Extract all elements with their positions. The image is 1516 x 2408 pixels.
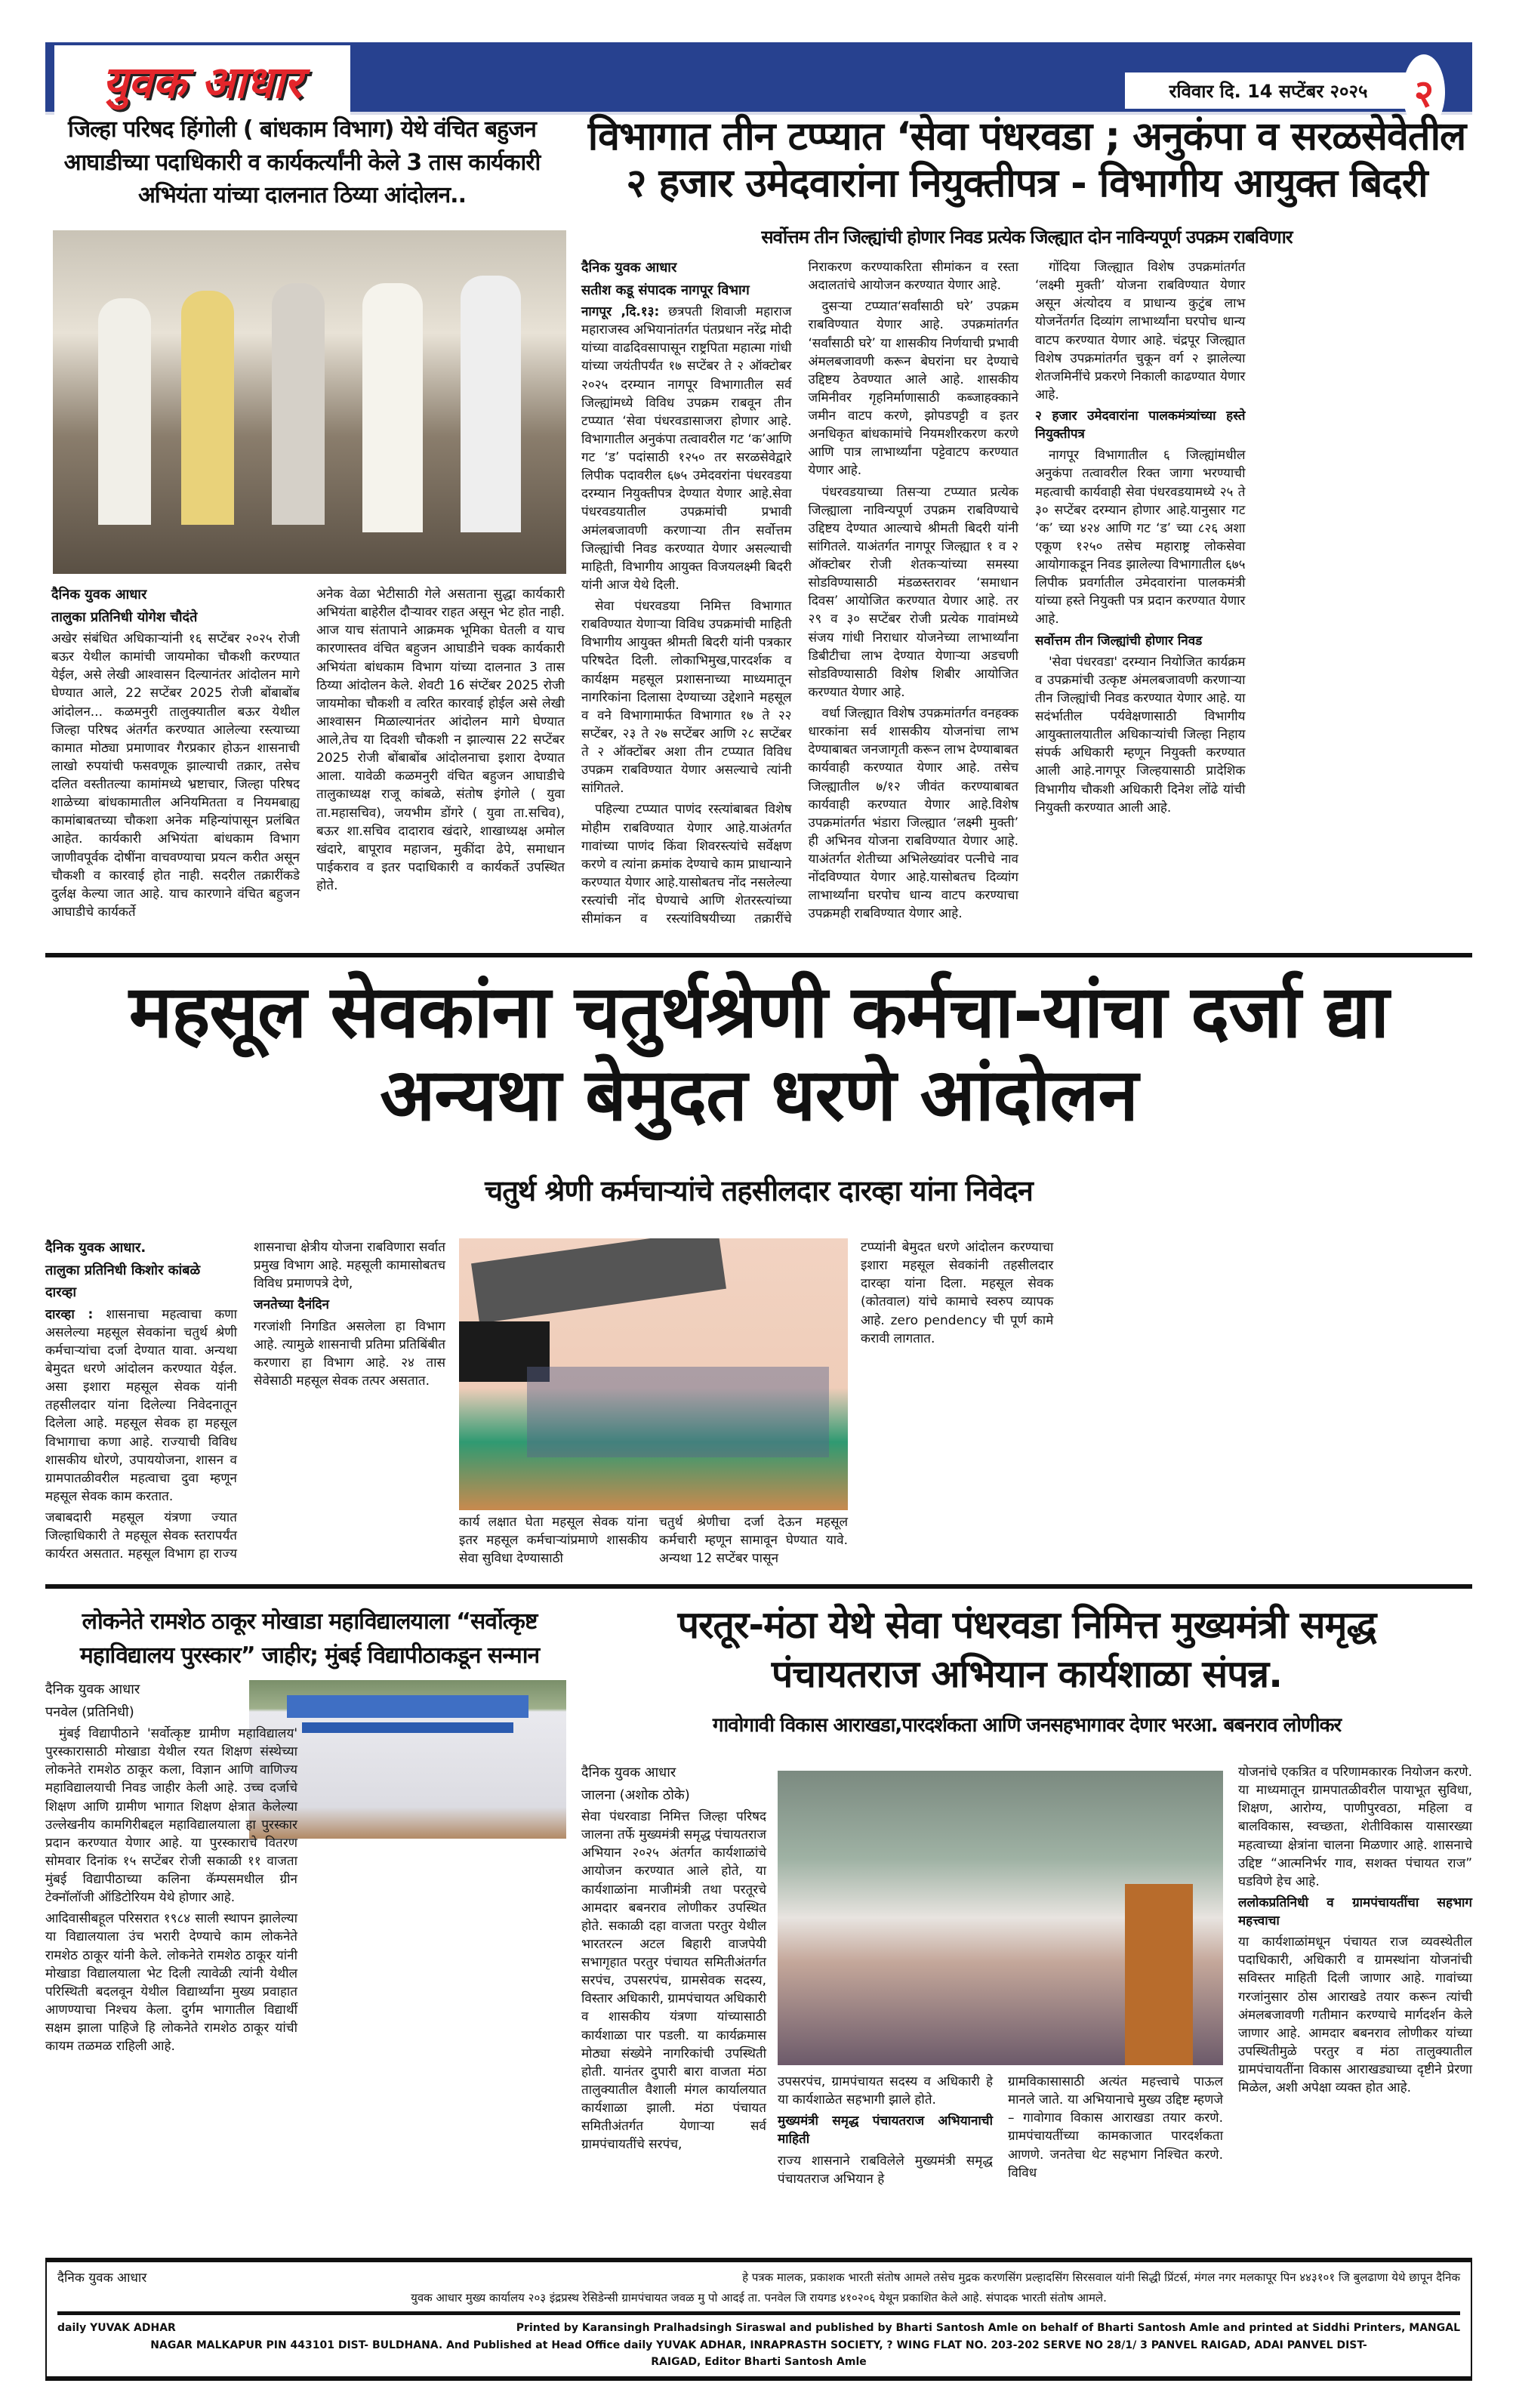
story5-headline: परतूर-मंठा येथे सेवा पंधरवडा निमित्त मुख्यमंत्री समृद्ध पंचायतराज अभियान कार्यशाळा संपन्न. (677, 1603, 1376, 1696)
imprint-footer: दैनिक युवक आधार हे पत्रक मालक, प्रकाशक भारती संतोष आमले तसेच मुद्रक करणसिंग प्रल्हादसिंग सिरसवाल यांनी सिद्धी प्रिंटर्स, मंगल नगर मलकापूर पिन ४४३१०१ जि बुलढाणा येथे छापून दैनिक युवक आधार मुख्य कार्यालय २०३ इंद्रप्रस्थ रेसिडेन्सी ग्रामपंचायत जवळ मु पो आदई ता. पनवेल जि रायगड ४१०२०६ येथून प्रकाशित केले आहे. संपादक भारती संतोष आमले. daily YUVAK ADHAR Printed by Karansingh Pralhadsingh Siraswal and published by Bharti Santosh Amle on behalf of Bharti Santosh Amle and printed at Siddhi Printers, MANGAL NAGAR MALKAPUR PIN 443101 DIST- BULDHANA. And Published at Head Office daily YUVAK ADHAR, INRAPRASTH SOCIETY, ? WING FLAT NO. 203-202 SERVE NO 28/1/ 3 PANVEL RAIGAD, ADAI PANVEL DIST- RAIGAD, Editor Bharti Santosh Amle (45, 2258, 1472, 2381)
page-number: २ (1403, 54, 1445, 130)
story4-headline: लोकनेते रामशेठ ठाकूर मोखाडा महाविद्यालयाला “सर्वोत्कृष्ट महाविद्यालय पुरस्कार” जाहीर; मुंबई विद्यापीठाकडून सन्मान (79, 1608, 540, 1669)
story3-photo (459, 1238, 848, 1510)
story3-caption-2: चतुर्थ श्रेणीचा दर्जा देऊन महसूल कर्मचारी म्हणून सामावून घेण्यात यावे. अन्यथा 12 सप्टेंबर पासून (659, 1515, 848, 1567)
story5-body-right: योजनांचे एकत्रित व परिणामकारक नियोजन करणे. या माध्यमातून ग्रामपातळीवरील पायाभूत सुविधा, शिक्षण, आरोग्य, पाणीपुरवठा, महिला व बालविकास, स्वच्छता, शेतीविकास यासारख्या महत्वाच्या क्षेत्रांना चालना मिळणार आहे. शासनाचे उद्दिष्ट “आत्मनिर्भर गाव, सशक्त पंचायत राज” घडविणे हेच आहे. ललोकप्रतिनिधी व ग्रामपंचायतींचा सहभाग महत्त्वाचा या कार्यशाळांमधून पंचायत राज व्यवस्थेतील पदाधिकारी, अधिकारी व ग्रामस्थांना योजनांची सविस्तर माहिती दिली जाणार आहे. गावांच्या गरजांनुसार ठोस आराखडे तयार करून त्यांची अंमलबजावणी गतीमान करण्याचे मार्गदर्शन केले जाणार आहे. आमदार बबनराव लोणीकर यांच्या उपस्थितीमुळे परतुर व मंठा तालुक्यातील ग्रामपंचायतींना विकास आराखड्याच्या दृष्टीने प्रेरणा मिळेल, अशी अपेक्षा व्यक्त होत आहे. (1238, 1765, 1472, 2096)
issue-date: रविवार दि. 14 सप्टेंबर २०२५ (1125, 72, 1412, 109)
section-divider (45, 953, 1472, 957)
section-divider (45, 1584, 1472, 1589)
story3-body-left: दैनिक युवक आधार. तालुका प्रतिनिधी किशोर कांबळे दारव्हा दारव्हा : शासनाचा महत्वाचा कणा असलेल्या महसूल सेवकांना चतुर्थ श्रेणी कर्मचाऱ्यांचा दर्जा देण्यात यावा. अन्यथा बेमुदत धरणे आंदोलन करण्यात येईल. असा इशारा महसूल सेवक यांनी तहसीलदार यांना दिलेल्या निवेदनातून दिलेला आहे. महसूल सेवक हा महसूल विभागाचा कणा आहे. राज्याची विविध शासकीय धोरणे, उपाययोजना, शासन व ग्रामपातळीवरील महत्वाचा दुवा म्हणून महसूल सेवक काम करतात. जबाबदारी महसूल यंत्रणा ज्यात जिल्हाधिकारी ते महसूल सेवक स्तरापर्यंत कार्यरत असतात. महसूल विभाग हा राज्य शासनाचा क्षेत्रीय योजना राबविणारा सर्वात प्रमुख विभाग आहे. महसूली कामासोबतच विविध प्रमाणपत्रे देणे, जनतेच्या दैनंदिन गरजांशी निगडित असलेला हा विभाग आहे. त्यामुळे शासनाची प्रतिमा प्रतिबिंबीत करणारा हा विभाग आहे. २४ तास सेवेसाठी महसूल सेवक तत्पर असतात. (45, 1240, 445, 1562)
story5-body-left: दैनिक युवक आधार जालना (अशोक ठोके) सेवा पंधरवाडा निमित्त जिल्हा परिषद जालना तर्फे मुख्यमंत्री समृद्ध पंचायतराज अभियान २०२५ अंतर्गत कार्यशाळांचे आयोजन करण्यात आले होते, या कार्यशाळांना माजीमंत्री तथा परतूरचे आमदार बबनराव लोणीकर उपस्थित होते. सकाळी दहा वाजता परतुर येथील भारतरत्न अटल बिहारी वाजपेयी सभागृहात परतुर पंचायत समितीअंतर्गत सरपंच, उपसरपंच, ग्रामसेवक सदस्य, विस्तार अधिकारी, ग्रामपंचायत अधिकारी व शासकीय यंत्रणा यांच्यासाठी कार्यशाळा पार पडली. या कार्यक्रमास मोठ्या संख्येने नागरिकांची उपस्थिती होती. यानंतर दुपारी बारा वाजता मंठा तालुक्यातील वैशाली मंगल कार्यालयात कार्यशाळा झाली. मंठा पंचायत समितीअंतर्गत येणाऱ्या सर्व ग्रामपंचायतींचे सरपंच, (581, 1765, 767, 2153)
story4-body: दैनिक युवक आधार पनवेल (प्रतिनिधी) मुंबई विद्यापीठाने 'सर्वोत्कृष्ट ग्रामीण महाविद्यालय' पुरस्कारासाठी मोखाडा येथील रयत शिक्षण संस्थेच्या लोकनेते रामशेठ ठाकूर कला, विज्ञान आणि वाणिज्य महाविद्यालयाची निवड जाहीर केली आहे. उच्च दर्जाचे शिक्षण आणि ग्रामीण भागात शिक्षण क्षेत्रात केलेल्या उल्लेखनीय कामगिरीबद्दल महाविद्यालयाला हा पुरस्कार प्रदान करण्यात येणार आहे. या पुरस्काराचे वितरण सोमवार दिनांक १५ सप्टेंबर रोजी सकाळी ११ वाजता मुंबई विद्यापीठाच्या कलिना कॅम्पसमधील ग्रीन टेक्नॉलॉजी ऑडिटोरियम येथे होणार आहे. आदिवासीबहूल परिसरात १९८४ साली स्थापन झालेल्या या विद्यालयाला उंच भरारी देण्याचे काम लोकनेते रामशेठ ठाकूर यांनी केले. लोकनेते रामशेठ ठाकूर यांनी मोखाडा विद्यालयाला भेट दिली त्यावेळी त्यांनी येथील परिस्थिती बदलवून येथील विद्यार्थ्यांना मुख्य प्रवाहात आणण्याचा निश्चय केला. दुर्गम भागातील विद्यार्थी सक्षम झाला पाहिजे हि लोकनेते रामशेठ ठाकूर यांची कायम तळमळ राहिली आहे. (45, 1682, 297, 2055)
story3-caption-1: कार्य लक्षात घेता महसूल सेवक यांना इतर महसूल कर्मचाऱ्यांप्रमाणे शासकीय सेवा सुविधा देण्यासाठी (459, 1515, 648, 1567)
story2-headline: विभागात तीन टप्प्यात ‘सेवा पंधरवडा ; अनुकंपा व सरळसेवेतील २ हजार उमेदवारांना नियुक्तीपत्र - विभागीय आयुक्त बिदरी (587, 114, 1466, 207)
story5-subhead: गावोगावी विकास आराखडा,पारदर्शकता आणि जनसहभागावर देणार भरआ. बबनराव लोणीकर (712, 1714, 1342, 1737)
story2-subhead: सर्वोत्तम तीन जिल्ह्यांची होणार निवड प्रत्येक जिल्ह्यात दोन नाविन्यपूर्ण उपक्रम राबविणार (761, 227, 1293, 248)
story5-body-mid2: ग्रामविकासासाठी अत्यंत महत्त्वाचे पाऊल मानले जाते. या अभियानाचे मुख्य उद्दिष्ट म्हणजे – गावोगाव विकास आराखडा तयार करणे. ग्रामपंचायतींच्या कामकाजात पारदर्शकता आणणे. जनतेचा थेट सहभाग निश्चित करणे. विविध (1008, 2074, 1223, 2181)
newspaper-logo: युवक आधार (54, 45, 350, 115)
story3-headline: महसूल सेवकांना चतुर्थश्रेणी कर्मचा-यांचा दर्जा द्या अन्यथा बेमुदत धरणे आंदोलन (128, 970, 1389, 1138)
story1-headline: जिल्हा परिषद हिंगोली ( बांधकाम विभाग) येथे वंचित बहुजन आघाडीच्या पदाधिकारी व कार्यकर्त्यांनी केले 3 तास कार्यकारी अभियंता यांच्या दालनात ठिय्या आंदोलन.. (63, 116, 541, 208)
story1-body: दैनिक युवक आधार तालुका प्रतिनिधी योगेश चौदंते अखेर संबंधित अधिकाऱ्यांनी १६ सप्टेंबर २०२५ रोजी बऊर येथील कामांची जायमोका चौकशी करण्यात येईल, असे लेखी आश्वासन दिल्यानंतर आंदोलन मागे घेण्यात आले, 22 सप्टेंबर 2025 रोजी बोंबाबोंब आंदोलन... कळमनुरी तालुक्यातील बऊर येथील जिल्हा परिषद अंतर्गत करण्यात आलेल्या रस्त्याच्या कामात मोठ्या प्रमाणावर गैरप्रकार होऊन शासनाची लाखो रुपयांची फसवणूक झाल्याची तक्रार, तसेच दलित वस्तीतल्या कामांमध्ये भ्रष्टाचार, जिल्हा परिषद शाळेच्या बांधकामातील अनियमितता व नियमबाह्य कामांबाबतच्या चौकशा अनेक महिन्यांपासून प्रलंबित आहेत. कार्यकारी अभियंता बांधकाम विभाग जाणीवपूर्वक दोषींना वाचवण्याचा प्रयत्न करीत असून चौकशी व कारवाई होत नाही. सदरील तक्रारींकडे दुर्लक्ष केल्या जात आहे. याच कारणाने वंचित बहुजन आघाडीचे कार्यकर्ते अनेक वेळा भेटीसाठी गेले असताना सुद्धा कार्यकारी अभियंता बाहेरील दौऱ्यावर राहत असून भेट होत नाही. आज याच संतापाने आक्रमक भूमिका घेतली व याच कारणास्तव वंचित बहुजन आघाडीने चक्क कार्यकारी अभियंता बांधकाम विभाग यांच्या दालनात 3 तास ठिय्या आंदोलन केले. शेवटी 16 संप्टेंबर 2025 रोजी जायमोका चौकशी व त्वरित कारवाई होईल असे लेखी आश्वासन मिळाल्यानंतर आंदोलन मागे घेण्यात आले,तेच या दिवशी चौकशी न झाल्यास 22 सप्टेंबर 2025 रोजी बोंबाबोंब आंदोलनाचा इशारा देण्यात आला. यावेळी कळमनुरी वंचित बहुजन आघाडीचे तालुकाध्यक्ष राजू कांबळे, संतोष इंगोले ( युवा ता.महासचिव), जयभीम डोंगरे ( युवा ता.सचिव), बऊर शा.सचिव दादाराव खंदारे, शाखाध्यक्ष अमोल खंदारे, बापूराव महाजन, मुकींदा ढेपे, समाधान पाईकराव व इतर पदाधिकारी व कार्यकर्ते उपस्थित होते. (51, 587, 565, 920)
story1-photo (53, 230, 566, 574)
story5-workshop-photo (778, 1771, 1223, 2065)
story3-body-right: टप्प्यांनी बेमुदत धरणे आंदोलन करण्याचा इशारा महसूल सेवकांनी तहसीलदार दारव्हा यांना दिला. महसूल सेवक (कोतवाल) यांचे कामाचे स्वरुप व्यापक आहे. zero pendency ची पूर्ण कामे करावी लागतात. (861, 1240, 1054, 1346)
story2-body: दैनिक युवक आधार सतीश कडू संपादक नागपूर विभाग नागपूर ,दि.१३: छत्रपती शिवाजी महाराज महाराजस्व अभियानांतर्गत पंतप्रधान नरेंद्र मोदी यांच्या वाढदिवसापासून राष्ट्रपिता महात्मा गांधी यांच्या जयंतीपर्यंत १७ सप्टेंबर ते २ ऑक्टोबर २०२५ दरम्यान नागपूर विभागातील सर्व जिल्ह्यांमध्ये विविध उपक्रम राबवून तीन टप्प्यात ‘सेवा पंधरवडासाजरा होणार आहे. विभागातील अनुकंपा तत्वावरील गट ‘क’आणि गट ‘ड’ पदांसाठी १२५० तर सरळसेवेद्वारे लिपीक पदावरील ६७५ उमेदवरांना पंधरवडया दरम्यान नियुक्तीपत्र देण्यात येणार आहे.सेवा पंधरवडयातील उपक्रमांची प्रभावी अमंलबजावणी करणाऱ्या तीन सर्वोत्तम जिल्ह्यांची निवड करण्यात येणार असल्याची माहिती, विभागीय आयुक्त विजयलक्ष्मी बिदरी यांनी आज येथे दिली. सेवा पंधरवडया निमित्त विभागात राबविण्यात येणाऱ्या विविध उपक्रमांची माहिती विभागीय आयुक्त श्रीमती बिदरी यांनी पत्रकार परिषदेत दिली. लोकाभिमुख,पारदर्शक व कार्यक्षम महसूल प्रशासनाच्या माध्यमातून नागरिकांना दिलासा देण्याच्या उद्देशाने महसूल व वने विभागामार्फत विभागात १७ ते २२ सप्टेंबर, २३ ते २७ सप्टेंबर आणि २८ सप्टेंबर ते २ ऑक्टोंबर अशा तीन टप्प्यात विविध उपक्रम राबविण्यात येणार असल्याचे त्यांनी सांगितले. पहिल्या टप्प्यात पाणंद रस्त्यांबाबत विशेष मोहीम राबविण्यात येणार आहे.याअंतर्गत गावांच्या पाणंद किंवा शिवरस्त्यांचे सर्वेक्षण करणे व त्यांना क्रमांक देण्याचे काम प्राधान्याने करण्यात येणार आहे.यासोबतच नोंद नसलेल्या रस्त्यांची नोंद घेण्याचे आणि शेतरस्त्यांच्या सीमांकन व रस्त्यांविषयीच्या तक्रारींचे निराकरण करण्याकरिता सीमांकन व रस्ता अदालतांचे आयोजन करण्यात येणार आहे. दुसऱ्या टप्प्यात‘सर्वांसाठी घरे’ उपक्रम राबविण्यात येणार आहे. उपक्रमांतर्गत ‘सर्वांसाठी घरे’ या शासकीय निर्णयाची प्रभावी अंमलबजावणी करून बेघरांना घर देण्याचे उद्दिष्टय ठेवण्यात आले आहे. शासकीय जमिनीवर गृहनिर्माणासाठी कब्जाहक्काने जमीन वाटप करणे, झोपडपट्टी व इतर अनधिकृत बांधकामांचे नियमशीरकरण करणे आणि पात्र लाभार्थ्यांना पट्टेवाटप करण्यात येणार आहे. पंधरवडयाच्या तिसऱ्या टप्प्यात प्रत्येक जिल्ह्याला नाविन्यपूर्ण उपक्रम राबविण्याचे उद्दिष्टय देण्यात आल्याचे श्रीमती बिदरी यांनी सांगितले. याअंतर्गत नागपूर जिल्ह्यात १ व २ ऑक्टोबर रोजी शेतकऱ्यांच्या समस्या सोडविण्यासाठी मंडळस्तरावर ‘समाधान दिवस’ आयोजित करण्यात येणार आहे. तर २९ व ३० सप्टेंबर रोजी प्रत्येक गावांमध्ये संजय गांधी निराधार योजनेच्या लाभार्थ्यांना डिबीटीचा लाभ देण्यात येणाऱ्या अडचणी सोडविण्यासाठी विशेष शिबीर आयोजित करण्यात येणार आहे. वर्धा जिल्ह्यात विशेष उपक्रमांतर्गत वनहक्क धारकांना सर्व शासकीय योजनांचा लाभ देण्याबाबत जनजागृती करून लाभ देण्याबाबत कार्यवाही करण्यात येणार आहे. तसेच जिल्ह्यातील ७/१२ जीवंत करण्याबाबत कार्यवाही करण्यात येणार आहे.विशेष उपक्रमांतर्गत भंडारा जिल्ह्यात ‘लक्ष्मी मुक्ती’ ही अभिनव योजना राबविण्यात येणार आहे. याअंतर्गत शेतीच्या अभिलेख्यांवर पत्नीचे नाव नोंदविण्यात येणार आहे.यासोबतच दिव्यांग लाभार्थ्यांना घरपोच धान्य वाटप करण्याचा उपक्रमही राबविण्यात येणार आहे. गोंदिया जिल्ह्यात विशेष उपक्रमांतर्गत ‘लक्ष्मी मुक्ती’ योजना राबविण्यात येणार असून अंत्योदय व प्राधान्य कुटुंब लाभ योजनेंतर्गत दिव्यांग लाभार्थ्यांना घरपोच धान्य वाटप करण्यात येणार आहे. चंद्रपूर जिल्ह्यात विशेष उपक्रमांतर्गत चुकून वर्ग २ झालेल्या शेतजमिनींचे प्रकरणे निकाली काढण्यात येणार आहे. २ हजार उमेदवारांना पालकमंत्र्यांच्या हस्ते नियुक्तीपत्र नागपूर विभागातील ६ जिल्ह्यांमधील अनुकंपा तत्वावरील रिक्त जागा भरण्याची महत्वाची कार्यवाही सेवा पंधरवडयामध्ये २५ ते ३० सप्टेंबर दरम्यान होणार आहे.यानुसार गट ‘क’ च्या ४२४ आणि गट ‘ड’ च्या ८२६ अशा एकूण १२५० तसेच महाराष्ट्र लोकसेवा आयोगाकडून निवड झालेल्या विभागातील ६७५ लिपीक प्रवर्गातील उमेदवारांना पालकमंत्री यांच्या हस्ते नियुक्ती पत्र प्रदान करण्यात येणार आहे. सर्वोत्तम तीन जिल्ह्यांची होणार निवड 'सेवा पंधरवडा' दरम्यान नियोजित कार्यक्रम व उपक्रमांची उत्कृष्ट अंमलबजावणी करणाऱ्या तीन जिल्ह्यांची निवड करण्यात येणार आहे. या सदंर्भातील पर्यवेक्षणासाठी विभागीय आयुक्तालयातील अधिकाऱ्यांची जिल्हा निहाय संपर्क अधिकारी म्हणून नियुक्ती करण्यात आली आहे.नागपूर जिल्हयासाठी प्रादेशिक विभागीय चौकशी अधिकारी दिनेश लोंढे यांची नियुक्ती करण्यात आली आहे. (581, 260, 1246, 927)
story3-subhead: चतुर्थ श्रेणी कर्मचाऱ्यांचे तहसीलदार दारव्हा यांना निवेदन (485, 1174, 1033, 1207)
story5-body-mid1: उपसरपंच, ग्रामपंचायत सदस्य व अधिकारी हे या कार्यशाळेत सहभागी झाले होते. मुख्यमंत्री समृद्ध पंचायतराज अभियानाची माहिती राज्य शासनाने राबविलेले मुख्यमंत्री समृद्ध पंचायतराज अभियान हे (778, 2074, 993, 2187)
